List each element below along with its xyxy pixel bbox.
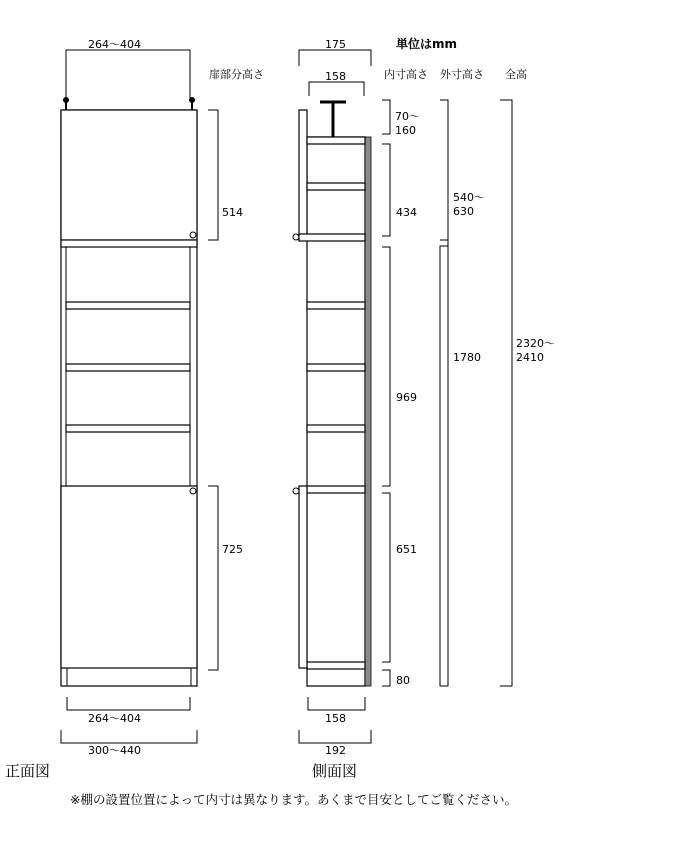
- side-bottom-board: [307, 662, 365, 669]
- side-bottom-outer-depth: 192: [325, 744, 346, 757]
- upper-door-height: 514: [222, 206, 243, 219]
- lower-door-height-line: [208, 486, 218, 670]
- ceiling-support-posts: [63, 97, 195, 110]
- side-shelf-board: [307, 183, 365, 190]
- upper-outer-line: [440, 100, 448, 240]
- column-header-total-height: 全高: [505, 68, 527, 81]
- front-middle-divider: [61, 240, 197, 247]
- front-lower-door: [61, 486, 197, 668]
- side-shelf-board: [307, 364, 365, 371]
- lower-inner-height: 651: [396, 543, 417, 556]
- front-shelf-board: [66, 302, 190, 309]
- side-cabinet-body: [307, 137, 365, 686]
- upper-inner-line: [382, 144, 390, 236]
- front-shelf-board: [66, 425, 190, 432]
- top-gap-line1: 70〜: [395, 110, 420, 123]
- plinth-line: [382, 670, 390, 686]
- upper-outer-line2: 630: [453, 205, 474, 218]
- front-bottom-inner-width: 264〜404: [88, 712, 141, 725]
- front-view: [5, 38, 243, 780]
- body-outer-height: 1780: [453, 351, 481, 364]
- spacer: [440, 246, 448, 686]
- side-shelf-board: [307, 425, 365, 432]
- front-view-label: 正面図: [5, 762, 51, 780]
- front-top-width-line: [66, 50, 190, 98]
- side-top-outer-depth-line: [299, 50, 371, 66]
- side-upper-door-knob: [293, 234, 299, 240]
- ceiling-support-t: [320, 102, 346, 137]
- side-lower-door-knob: [293, 488, 299, 494]
- column-header-door-height: 扉部分高さ: [209, 68, 264, 81]
- side-back-panel: [365, 137, 371, 686]
- side-top-inner-depth: 158: [325, 70, 346, 83]
- upper-outer-line1: 540〜: [453, 191, 485, 204]
- total-height-line: [500, 100, 512, 686]
- upper-door-knob: [190, 232, 196, 238]
- upper-door-height-line: [208, 110, 218, 240]
- side-top-inner-depth-line: [309, 82, 364, 96]
- top-gap-line2: 160: [395, 124, 416, 137]
- column-header-outer-height: 外寸高さ: [440, 68, 484, 81]
- column-header-inner-height: 内寸高さ: [384, 68, 428, 81]
- body-outer-line: [440, 100, 448, 686]
- side-top-board: [307, 137, 365, 144]
- front-top-width: 264〜404: [88, 38, 141, 51]
- total-height-line2: 2410: [516, 351, 544, 364]
- front-upper-door: [61, 110, 197, 240]
- side-bottom-inner-depth-line: [308, 697, 365, 710]
- front-shelf-board: [66, 364, 190, 371]
- side-bottom-outer-depth-line: [299, 730, 371, 743]
- unit-label: 単位はmm: [396, 37, 458, 51]
- side-upper-door: [299, 110, 307, 240]
- middle-inner-line: [382, 247, 390, 486]
- front-bottom-inner-width-line: [67, 697, 190, 710]
- total-height-line1: 2320〜: [516, 337, 555, 350]
- lower-door-height: 725: [222, 543, 243, 556]
- upper-inner-height: 434: [396, 206, 417, 219]
- side-view: [293, 38, 555, 780]
- side-bottom-inner-depth: 158: [325, 712, 346, 725]
- side-view-label: 側面図: [312, 762, 358, 780]
- side-top-outer-depth: 175: [325, 38, 346, 51]
- side-shelf-board: [307, 302, 365, 309]
- middle-inner-height: 969: [396, 391, 417, 404]
- lower-door-knob: [190, 488, 196, 494]
- side-middle-divider: [299, 234, 365, 241]
- front-bottom-outer-width: 300〜440: [88, 744, 141, 757]
- side-shelf-board: [307, 486, 365, 493]
- footnote: ※棚の設置位置によって内寸は異なります。あくまで目安としてご覧ください。: [70, 792, 517, 807]
- side-lower-door: [299, 486, 307, 668]
- front-bottom-outer-width-line: [61, 730, 197, 743]
- top-gap-line: [382, 100, 390, 134]
- lower-inner-line: [382, 493, 390, 662]
- plinth-height: 80: [396, 674, 410, 687]
